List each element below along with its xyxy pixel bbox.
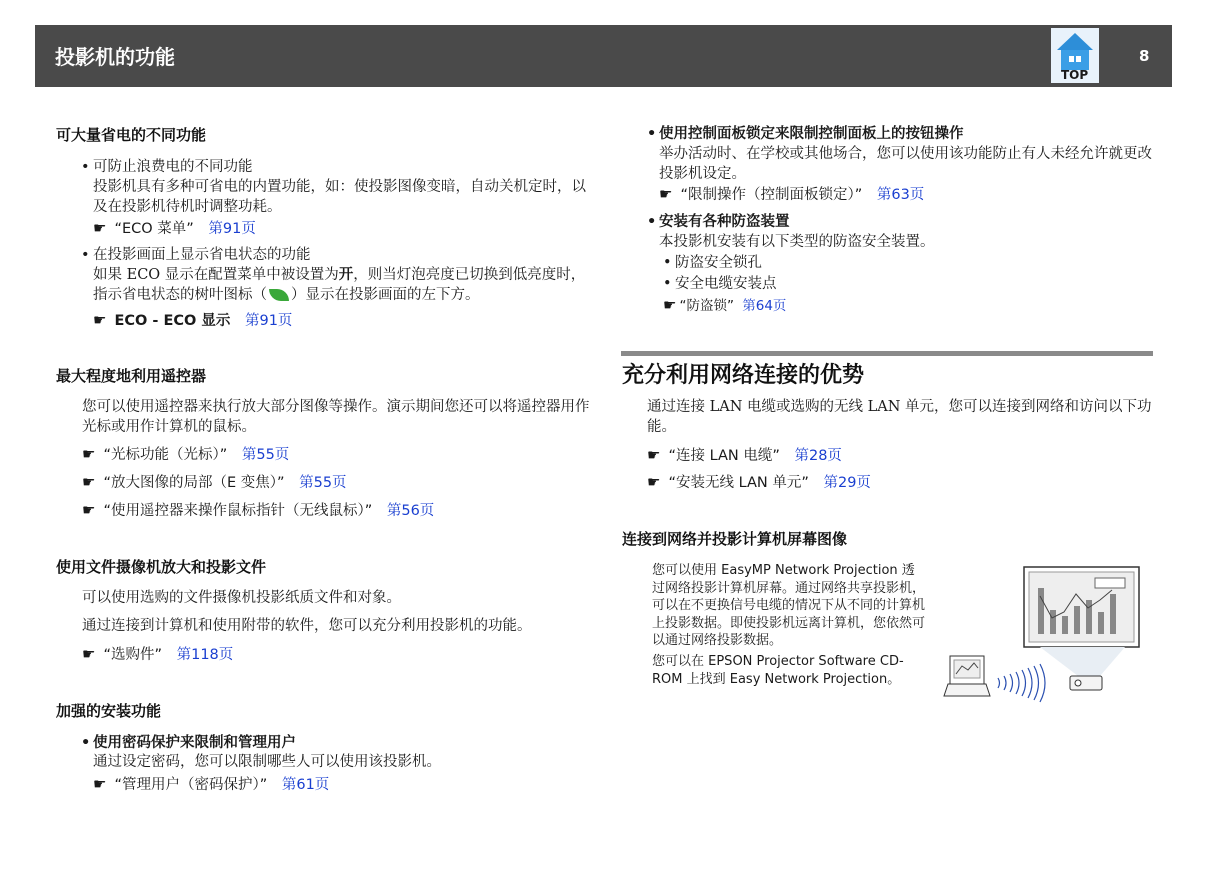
ref-link-ezoom[interactable]: 第55页 bbox=[299, 475, 347, 491]
ref-link-lan-cable[interactable]: 第28页 bbox=[794, 448, 842, 464]
reference-icon: ☛ bbox=[82, 501, 96, 519]
eco-bullet-2-body: 如果 ECO 显示在配置菜单中被设置为开，则当灯泡亮度已切换到低亮度时，指示省电状态的树叶图标（ ）显示在投影画面的左下方。 bbox=[93, 267, 586, 303]
eco-heading: 可大量省电的不同功能 bbox=[56, 126, 207, 144]
ref-text: “选购件” bbox=[103, 647, 162, 663]
section-divider bbox=[621, 351, 1153, 356]
reference-icon: ☛ bbox=[82, 645, 96, 663]
ref-link-wireless-mouse[interactable]: 第56页 bbox=[386, 503, 435, 519]
reference-icon: ☛ bbox=[82, 445, 96, 463]
ref-text: ECO - ECO 显示 bbox=[114, 313, 231, 329]
security-ref-3 bbox=[663, 294, 786, 314]
security-bullet-2-body: 举办活动时、在学校或其他场合，您可以使用该功能防止有人未经允许就更改投影机设定。 bbox=[659, 146, 1152, 182]
eco-ref-2 bbox=[93, 309, 292, 330]
ref-text: “使用遥控器来操作鼠标指针（无线鼠标）” bbox=[103, 503, 373, 519]
page-number: 8 bbox=[1139, 47, 1150, 65]
doccam-body-1: 可以使用选购的文件摄像机投影纸质文件和对象。 bbox=[82, 590, 401, 606]
ref-text: “光标功能（光标）” bbox=[103, 447, 228, 463]
remote-ref-1 bbox=[82, 443, 289, 464]
ref-text: “防盗锁” bbox=[679, 298, 734, 314]
security-ref-1 bbox=[93, 773, 329, 794]
page-header bbox=[35, 25, 1172, 87]
ref-text: “ECO 菜单” bbox=[114, 221, 194, 237]
reference-icon: ☛ bbox=[93, 219, 107, 237]
network-heading: 充分利用网络连接的优势 bbox=[622, 363, 865, 388]
ref-link-wireless-lan[interactable]: 第29页 bbox=[823, 475, 871, 491]
reference-icon: ☛ bbox=[647, 473, 661, 491]
top-label: TOP bbox=[1061, 68, 1089, 82]
network-sub-heading: 连接到网络并投影计算机屏幕图像 bbox=[622, 530, 848, 548]
ref-link-password[interactable]: 第61页 bbox=[281, 777, 330, 793]
eco-ref-1 bbox=[93, 217, 256, 238]
top-button[interactable] bbox=[1051, 28, 1099, 83]
network-sub-body-2: 您可以在 EPSON Projector Software CD-ROM 上找到 Easy Network Projection。 bbox=[652, 654, 904, 687]
security-bullet-3-body: 本投影机安装有以下类型的防盗安全装置。 bbox=[659, 234, 935, 250]
doccam-ref bbox=[82, 643, 233, 664]
security-bullet-3-title: • 安装有各种防盗装置 bbox=[659, 212, 790, 232]
network-projection-illustration bbox=[940, 566, 1145, 704]
doccam-heading: 使用文件摄像机放大和投影文件 bbox=[56, 558, 267, 576]
security-ref-2 bbox=[659, 183, 924, 204]
ref-text: “连接 LAN 电缆” bbox=[668, 448, 780, 464]
network-ref-2 bbox=[647, 471, 871, 492]
network-body: 通过连接 LAN 电缆或选购的无线 LAN 单元，您可以连接到网络和访问以下功能。 bbox=[647, 399, 1152, 435]
ref-link-antitheft[interactable]: 第64页 bbox=[742, 298, 787, 314]
remote-body: 您可以使用遥控器来执行放大部分图像等操作。演示期间您还可以将遥控器用作光标或用作计算机的鼠标。 bbox=[82, 399, 590, 435]
ref-text: “限制操作（控制面板锁定）” bbox=[680, 187, 863, 203]
eco-bullet-1-title: • 可防止浪费电的不同功能 bbox=[93, 157, 253, 177]
security-bullet-1-title: • 使用密码保护来限制和管理用户 bbox=[93, 733, 296, 753]
security-bullet-2-title: • 使用控制面板锁定来限制控制面板上的按钮操作 bbox=[659, 124, 964, 144]
network-ref-1 bbox=[647, 444, 842, 465]
ref-text: “放大图像的局部（E 变焦）” bbox=[103, 475, 285, 491]
remote-ref-2 bbox=[82, 471, 347, 492]
ref-link-options[interactable]: 第118页 bbox=[176, 647, 234, 663]
reference-icon: ☛ bbox=[647, 446, 661, 464]
remote-ref-3 bbox=[82, 499, 434, 520]
reference-icon: ☛ bbox=[93, 775, 107, 793]
network-sub-body-1: 您可以使用 EasyMP Network Projection 透过网络投影计算机屏幕。通过网络共享投影机，可以在不更换信号电缆的情况下从不同的计算机上投影数据。即使投影机远离计算机，您依然可以通过网络投影数据。 bbox=[652, 563, 926, 648]
eco-bullet-2-title: • 在投影画面上显示省电状态的功能 bbox=[93, 245, 311, 265]
ref-link-eco-menu[interactable]: 第91页 bbox=[208, 221, 256, 237]
ref-text: “安装无线 LAN 单元” bbox=[668, 475, 809, 491]
reference-icon: ☛ bbox=[663, 296, 677, 314]
reference-icon: ☛ bbox=[93, 311, 107, 329]
leaf-icon bbox=[269, 289, 289, 301]
antitheft-item-2: • 安全电缆安装点 bbox=[675, 274, 777, 294]
security-heading: 加强的安装功能 bbox=[56, 702, 162, 720]
ref-link-eco-display[interactable]: 第91页 bbox=[244, 313, 293, 329]
antitheft-item-1: • 防盗安全锁孔 bbox=[675, 253, 762, 273]
ref-link-cursor[interactable]: 第55页 bbox=[241, 447, 290, 463]
reference-icon: ☛ bbox=[82, 473, 96, 491]
ref-text: “管理用户（密码保护）” bbox=[114, 777, 268, 793]
security-bullet-1-body: 通过设定密码，您可以限制哪些人可以使用该投影机。 bbox=[93, 754, 441, 770]
remote-heading: 最大程度地利用遥控器 bbox=[56, 367, 207, 385]
eco-bullet-1-body: 投影机具有多种可省电的内置功能，如：使投影图像变暗，自动关机定时，以及在投影机待机时调整功耗。 bbox=[93, 179, 586, 215]
doccam-body-2: 通过连接到计算机和使用附带的软件，您可以充分利用投影机的功能。 bbox=[82, 618, 532, 634]
reference-icon: ☛ bbox=[659, 185, 673, 203]
page-title: 投影机的功能 bbox=[55, 45, 175, 69]
ref-link-panel-lock[interactable]: 第63页 bbox=[876, 187, 925, 203]
